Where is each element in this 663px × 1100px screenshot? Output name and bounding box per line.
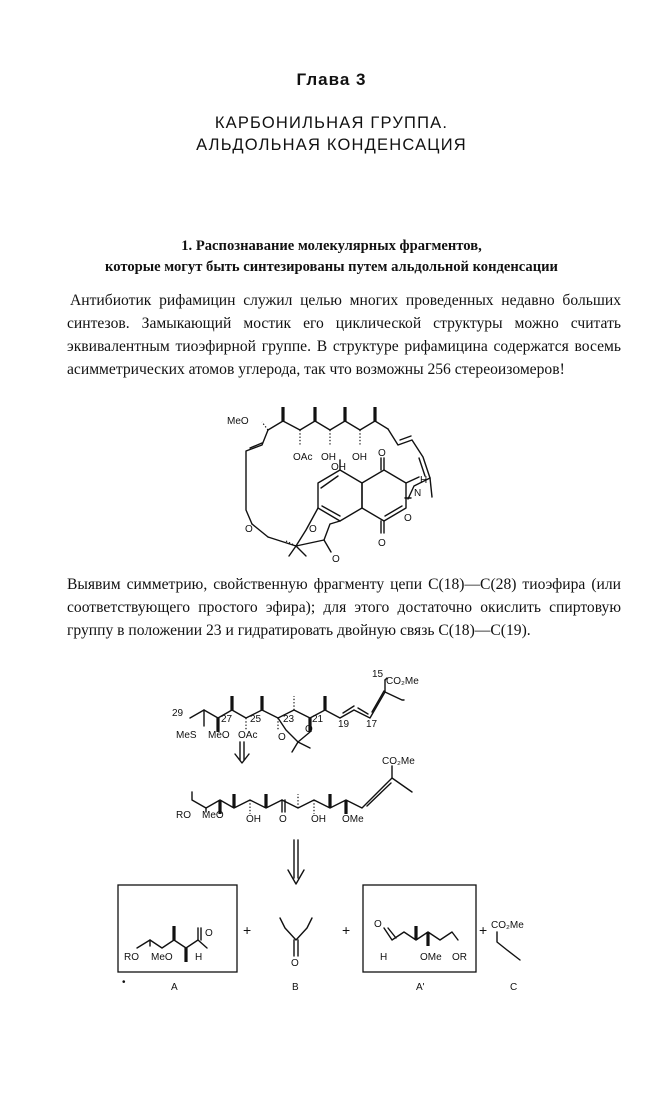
label-n15: 15 xyxy=(372,669,384,680)
label-o-c: O xyxy=(279,814,287,825)
chain-structure-1 xyxy=(172,669,419,763)
rifamycin-structure xyxy=(227,407,432,565)
label-fragment-c-co2me: CO₂Me xyxy=(491,920,524,931)
label-mes: MeS xyxy=(176,730,197,741)
label-o-6: O xyxy=(245,524,253,535)
label-co2me-2: CO₂Me xyxy=(382,756,415,767)
label-fragment-a-meo: MeO xyxy=(151,952,173,963)
label-fragment-a2-ome: OMe xyxy=(420,952,442,963)
label-fragment-a-o: O xyxy=(205,928,213,939)
paragraph-symmetry: Выявим симметрию, свойственную фрагменту цепи C(18)—C(28) тиоэфира (или соответствующего простого эфира); для этого достаточно окислить спиртовую группу в положении 23 и гидратировать двойную связь C(18)—C(19). xyxy=(67,576,621,639)
chapter-title-line-1: КАРБОНИЛЬНАЯ ГРУППА. xyxy=(214,114,449,132)
plus-sign-1: + xyxy=(243,922,252,938)
label-o-5: O xyxy=(332,554,340,565)
label-n19: 19 xyxy=(338,719,350,730)
caption-fragment-a: A xyxy=(171,982,178,993)
caption-fragment-b: B xyxy=(292,982,299,993)
label-fragment-b-o: O xyxy=(291,958,299,969)
chain-structure-2 xyxy=(176,756,415,884)
label-fragment-a2-h: H xyxy=(380,952,388,963)
label-ome-1: OMe xyxy=(342,814,364,825)
label-n25: 25 xyxy=(250,714,262,725)
fragment-a xyxy=(118,885,237,993)
label-oh-b: OH xyxy=(311,814,326,825)
label-ro-1: RO xyxy=(176,810,191,821)
label-co2me-1: CO₂Me xyxy=(386,676,419,687)
label-o-b: O xyxy=(305,724,313,735)
plus-sign-3: + xyxy=(479,922,488,938)
label-n23: 23 xyxy=(283,714,295,725)
label-fragment-a-h: H xyxy=(195,952,203,963)
label-fragment-a-ro: RO xyxy=(124,952,139,963)
fragment-c xyxy=(491,920,524,993)
label-n21: 21 xyxy=(312,714,324,725)
label-o-4: O xyxy=(309,524,317,535)
label-o-a: O xyxy=(278,732,286,743)
chapter-heading: Глава 3 xyxy=(296,70,367,89)
label-oh-3: OH xyxy=(331,462,346,473)
label-o-1: O xyxy=(378,448,386,459)
label-n27: 27 xyxy=(221,714,233,725)
section-heading-line-1: 1. Распознавание молекулярных фрагментов, xyxy=(181,238,482,254)
label-oh-1: OH xyxy=(321,452,336,463)
section-heading-line-2: которые могут быть синтезированы путем альдольной конденсации xyxy=(105,259,558,275)
label-n17: 17 xyxy=(366,719,378,730)
label-n: N xyxy=(414,488,422,499)
label-meo-2: MeO xyxy=(202,810,224,821)
paragraph-rifamycin-intro: Антибиотик рифамицин служил целью многих проведенных недавно больших синтезов. Замыкающий мостик его циклической структуры можно считать эквивалентным тиоэфирной группе. В структуре рифамицина содержатся восемь асимметрических атомов углерода, так что возможны 256 стереоизомеров! xyxy=(67,292,621,378)
label-meo: MeO xyxy=(227,416,249,427)
label-oh-a: OH xyxy=(246,814,261,825)
label-oac: OAc xyxy=(293,452,313,463)
label-oh-2: OH xyxy=(352,452,367,463)
label-meo-1: MeO xyxy=(208,730,230,741)
fragment-b xyxy=(280,918,312,993)
label-oac-1: OAc xyxy=(238,730,258,741)
caption-fragment-c: C xyxy=(510,982,518,993)
label-h: H xyxy=(420,475,428,486)
caption-fragment-a-prime: A' xyxy=(416,982,425,993)
label-o-3: O xyxy=(378,538,386,549)
fragment-a-prime xyxy=(363,885,476,993)
stray-dot: • xyxy=(122,977,126,988)
label-fragment-a2-o: O xyxy=(374,919,382,930)
label-n29: 29 xyxy=(172,708,184,719)
label-o-2: O xyxy=(404,513,412,524)
label-fragment-a2-or: OR xyxy=(452,952,467,963)
chapter-title-line-2: АЛЬДОЛЬНАЯ КОНДЕНСАЦИЯ xyxy=(196,136,467,154)
plus-sign-2: + xyxy=(342,922,351,938)
